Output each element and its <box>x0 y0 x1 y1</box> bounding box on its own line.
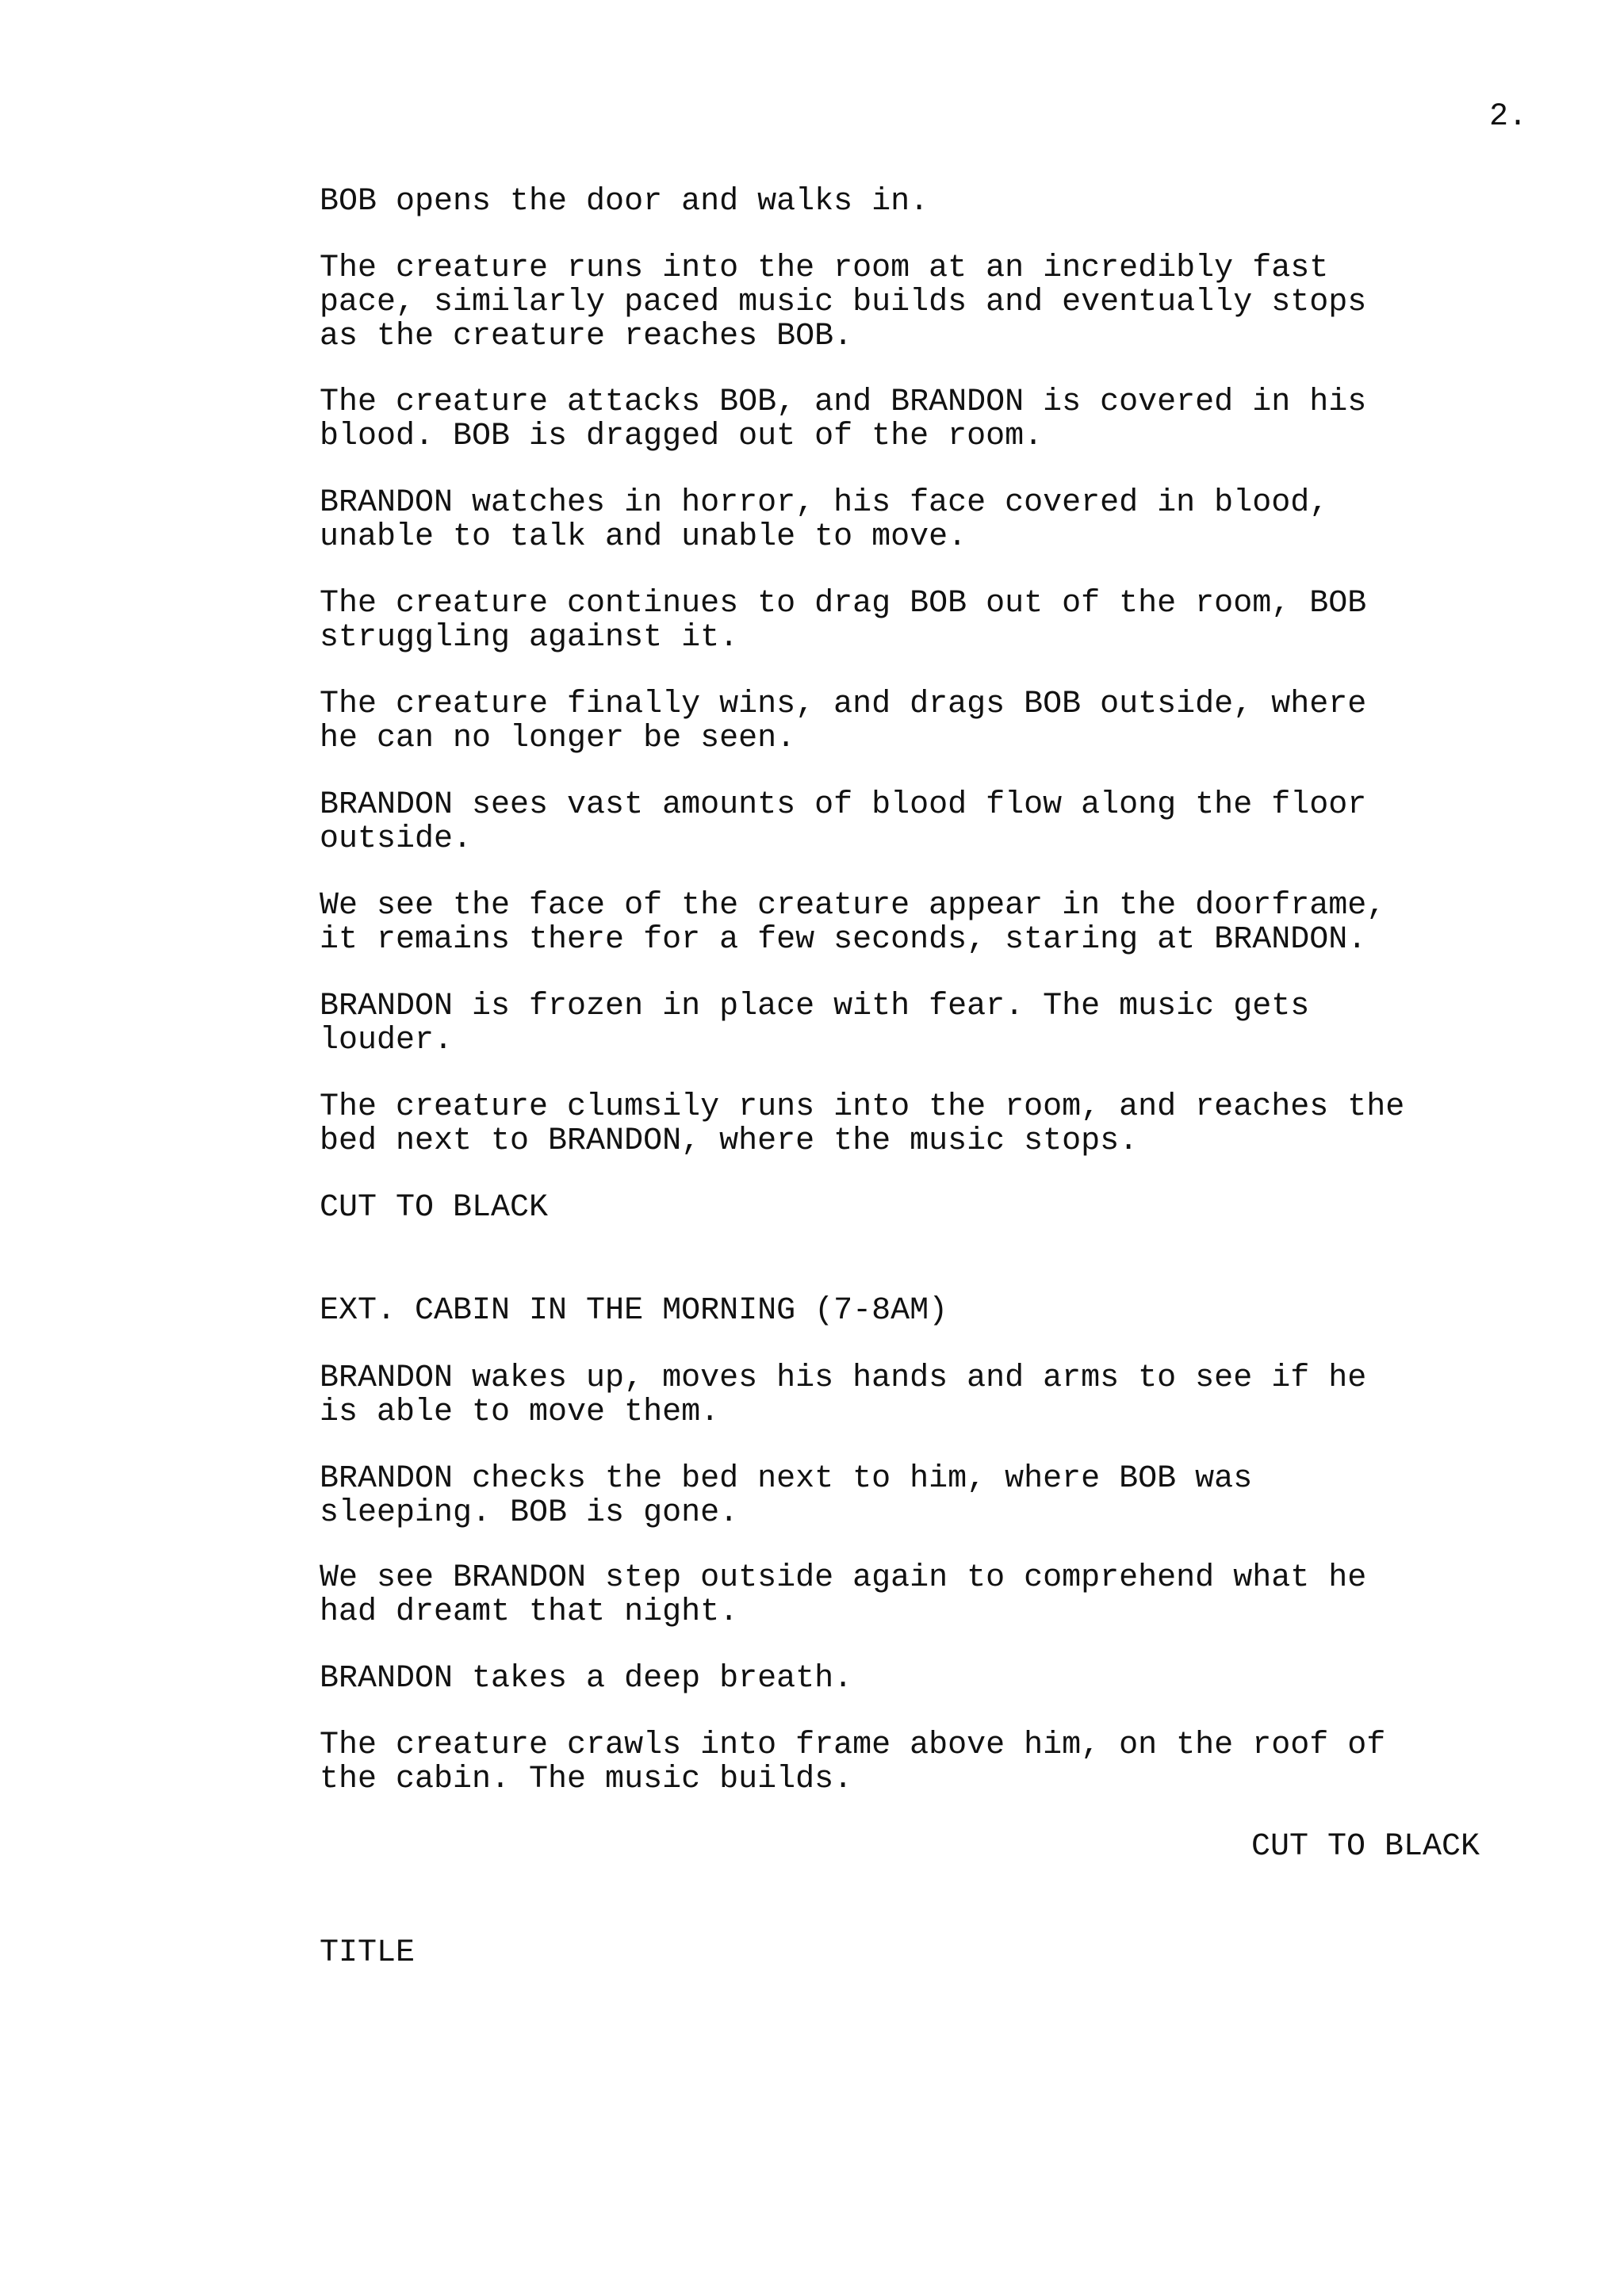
action-deep-breath: BRANDON takes a deep breath. <box>320 1661 853 1697</box>
action-brandon-steps-outside: We see BRANDON step outside again to comprehend what he had dreamt that night. <box>320 1560 1367 1630</box>
action-blood-flow: BRANDON sees vast amounts of blood flow along the floor outside. <box>320 787 1367 857</box>
action-creature-runs-in: The creature runs into the room at an incredibly fast pace, similarly paced music builds and eventually stops as the creature reaches BOB. <box>320 251 1367 354</box>
action-creature-drags: The creature continues to drag BOB out of the room, BOB struggling against it. <box>320 586 1367 656</box>
scene-heading: EXT. CABIN IN THE MORNING (7-8AM) <box>320 1293 948 1329</box>
transition-cut-to-black: CUT TO BLACK <box>320 1190 549 1226</box>
action-brandon-wakes: BRANDON wakes up, moves his hands and arms to see if he is able to move them. <box>320 1360 1367 1430</box>
transition-cut-to-black-right: CUT TO BLACK <box>1251 1829 1480 1865</box>
action-brandon-frozen: BRANDON is frozen in place with fear. The music gets louder. <box>320 989 1310 1058</box>
action-creature-face: We see the face of the creature appear in the doorframe, it remains there for a few seconds, staring at BRANDON. <box>320 888 1386 958</box>
action-creature-clumsily: The creature clumsily runs into the room, and reaches the bed next to BRANDON, where the music stops. <box>320 1089 1405 1159</box>
page-number: 2. <box>1488 99 1527 135</box>
action-brandon-watches: BRANDON watches in horror, his face covered in blood, unable to talk and unable to move. <box>320 485 1329 555</box>
action-brandon-checks-bed: BRANDON checks the bed next to him, where BOB was sleeping. BOB is gone. <box>320 1461 1253 1531</box>
action-creature-wins: The creature finally wins, and drags BOB outside, where he can no longer be seen. <box>320 687 1367 756</box>
action-bob-opens-door: BOB opens the door and walks in. <box>320 184 929 220</box>
title-card: TITLE <box>320 1935 416 1971</box>
action-creature-attacks: The creature attacks BOB, and BRANDON is covered in his blood. BOB is dragged out of the room. <box>320 385 1367 454</box>
action-creature-crawls: The creature crawls into frame above him, on the roof of the cabin. The music builds. <box>320 1728 1386 1797</box>
